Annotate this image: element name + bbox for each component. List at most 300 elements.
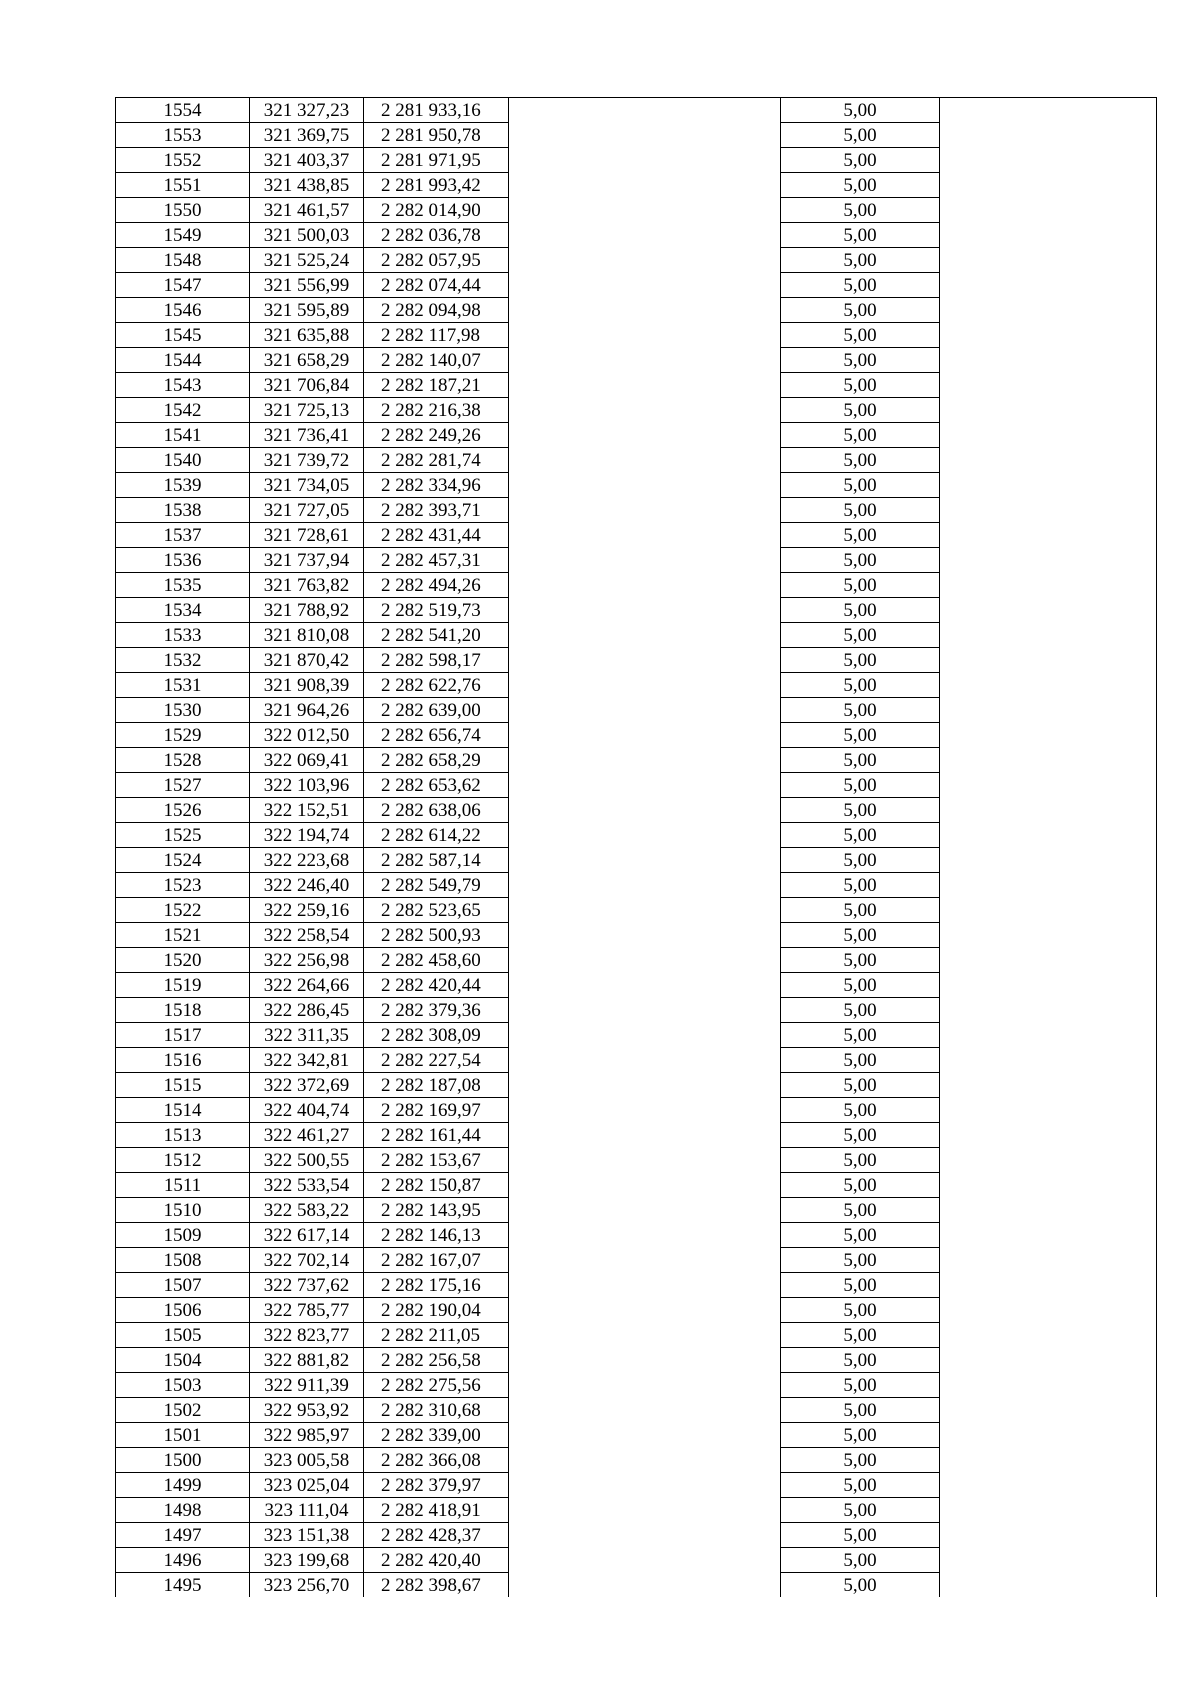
table-row — [116, 123, 1157, 148]
x-coordinate-cell: 321 525,24 — [250, 248, 364, 273]
value-cell: 5,00 — [781, 1098, 940, 1123]
empty-cell — [509, 373, 781, 398]
note-cell — [940, 1098, 1157, 1123]
point-number-cell: 1533 — [116, 623, 250, 648]
table-row — [116, 198, 1157, 223]
x-coordinate-cell: 322 461,27 — [250, 1123, 364, 1148]
note-cell — [940, 498, 1157, 523]
y-coordinate-cell: 2 282 057,95 — [364, 248, 509, 273]
x-coordinate-cell: 323 151,38 — [250, 1523, 364, 1548]
note-cell — [940, 973, 1157, 998]
note-cell — [940, 423, 1157, 448]
value-cell: 5,00 — [781, 1323, 940, 1348]
y-coordinate-cell: 2 282 549,79 — [364, 873, 509, 898]
note-cell — [940, 1273, 1157, 1298]
point-number-cell: 1549 — [116, 223, 250, 248]
value-cell: 5,00 — [781, 1248, 940, 1273]
empty-cell — [509, 398, 781, 423]
x-coordinate-cell: 321 461,57 — [250, 198, 364, 223]
empty-cell — [509, 1323, 781, 1348]
note-cell — [940, 1298, 1157, 1323]
value-cell: 5,00 — [781, 1423, 940, 1448]
table-row — [116, 1548, 1157, 1573]
y-coordinate-cell: 2 282 523,65 — [364, 898, 509, 923]
value-cell: 5,00 — [781, 423, 940, 448]
note-cell — [940, 1048, 1157, 1073]
value-cell: 5,00 — [781, 148, 940, 173]
value-cell: 5,00 — [781, 973, 940, 998]
x-coordinate-cell: 321 964,26 — [250, 698, 364, 723]
table-row — [116, 1423, 1157, 1448]
table-row — [116, 298, 1157, 323]
point-number-cell: 1531 — [116, 673, 250, 698]
empty-cell — [509, 148, 781, 173]
table-row — [116, 348, 1157, 373]
value-cell: 5,00 — [781, 523, 940, 548]
y-coordinate-cell: 2 282 190,04 — [364, 1298, 509, 1323]
value-cell: 5,00 — [781, 448, 940, 473]
value-cell: 5,00 — [781, 273, 940, 298]
note-cell — [940, 773, 1157, 798]
x-coordinate-cell: 322 953,92 — [250, 1398, 364, 1423]
x-coordinate-cell: 322 785,77 — [250, 1298, 364, 1323]
empty-cell — [509, 1298, 781, 1323]
point-number-cell: 1547 — [116, 273, 250, 298]
y-coordinate-cell: 2 282 418,91 — [364, 1498, 509, 1523]
note-cell — [940, 248, 1157, 273]
note-cell — [940, 573, 1157, 598]
note-cell — [940, 898, 1157, 923]
empty-cell — [509, 748, 781, 773]
note-cell — [940, 448, 1157, 473]
y-coordinate-cell: 2 282 150,87 — [364, 1173, 509, 1198]
empty-cell — [509, 573, 781, 598]
table-row — [116, 98, 1157, 123]
empty-cell — [509, 1448, 781, 1473]
point-number-cell: 1529 — [116, 723, 250, 748]
x-coordinate-cell: 322 985,97 — [250, 1423, 364, 1448]
value-cell: 5,00 — [781, 173, 940, 198]
y-coordinate-cell: 2 282 161,44 — [364, 1123, 509, 1148]
point-number-cell: 1534 — [116, 598, 250, 623]
table-row — [116, 1448, 1157, 1473]
table-row — [116, 1473, 1157, 1498]
empty-cell — [509, 723, 781, 748]
table-row — [116, 673, 1157, 698]
y-coordinate-cell: 2 282 379,36 — [364, 998, 509, 1023]
x-coordinate-cell: 322 264,66 — [250, 973, 364, 998]
point-number-cell: 1523 — [116, 873, 250, 898]
x-coordinate-cell: 323 005,58 — [250, 1448, 364, 1473]
empty-cell — [509, 823, 781, 848]
x-coordinate-cell: 322 246,40 — [250, 873, 364, 898]
y-coordinate-cell: 2 282 334,96 — [364, 473, 509, 498]
x-coordinate-cell: 322 012,50 — [250, 723, 364, 748]
value-cell: 5,00 — [781, 698, 940, 723]
x-coordinate-cell: 322 617,14 — [250, 1223, 364, 1248]
value-cell: 5,00 — [781, 948, 940, 973]
x-coordinate-cell: 323 256,70 — [250, 1573, 364, 1598]
y-coordinate-cell: 2 282 153,67 — [364, 1148, 509, 1173]
table-row — [116, 898, 1157, 923]
note-cell — [940, 1148, 1157, 1173]
table-row — [116, 1023, 1157, 1048]
note-cell — [940, 198, 1157, 223]
value-cell: 5,00 — [781, 1148, 940, 1173]
empty-cell — [509, 448, 781, 473]
y-coordinate-cell: 2 282 175,16 — [364, 1273, 509, 1298]
note-cell — [940, 323, 1157, 348]
y-coordinate-cell: 2 282 614,22 — [364, 823, 509, 848]
x-coordinate-cell: 322 500,55 — [250, 1148, 364, 1173]
table-row — [116, 1298, 1157, 1323]
y-coordinate-cell: 2 282 420,40 — [364, 1548, 509, 1573]
y-coordinate-cell: 2 282 519,73 — [364, 598, 509, 623]
note-cell — [940, 873, 1157, 898]
point-number-cell: 1526 — [116, 798, 250, 823]
value-cell: 5,00 — [781, 1298, 940, 1323]
y-coordinate-cell: 2 282 310,68 — [364, 1398, 509, 1423]
value-cell: 5,00 — [781, 1498, 940, 1523]
table-row — [116, 748, 1157, 773]
value-cell: 5,00 — [781, 748, 940, 773]
note-cell — [940, 848, 1157, 873]
empty-cell — [509, 173, 781, 198]
value-cell: 5,00 — [781, 198, 940, 223]
table-row — [116, 223, 1157, 248]
point-number-cell: 1504 — [116, 1348, 250, 1373]
table-row — [116, 1398, 1157, 1423]
empty-cell — [509, 248, 781, 273]
y-coordinate-cell: 2 282 541,20 — [364, 623, 509, 648]
note-cell — [940, 373, 1157, 398]
table-row — [116, 1198, 1157, 1223]
point-number-cell: 1532 — [116, 648, 250, 673]
table-row — [116, 1498, 1157, 1523]
point-number-cell: 1536 — [116, 548, 250, 573]
point-number-cell: 1516 — [116, 1048, 250, 1073]
empty-cell — [509, 523, 781, 548]
y-coordinate-cell: 2 281 950,78 — [364, 123, 509, 148]
empty-cell — [509, 423, 781, 448]
x-coordinate-cell: 323 199,68 — [250, 1548, 364, 1573]
note-cell — [940, 1223, 1157, 1248]
empty-cell — [509, 1073, 781, 1098]
note-cell — [940, 1373, 1157, 1398]
y-coordinate-cell: 2 282 653,62 — [364, 773, 509, 798]
value-cell: 5,00 — [781, 1048, 940, 1073]
coordinate-table-sheet — [115, 97, 1157, 1597]
note-cell — [940, 1173, 1157, 1198]
table-row — [116, 1248, 1157, 1273]
x-coordinate-cell: 321 736,41 — [250, 423, 364, 448]
x-coordinate-cell: 321 556,99 — [250, 273, 364, 298]
point-number-cell: 1512 — [116, 1148, 250, 1173]
note-cell — [940, 473, 1157, 498]
empty-cell — [509, 1123, 781, 1148]
table-row — [116, 523, 1157, 548]
empty-cell — [509, 648, 781, 673]
table-row — [116, 273, 1157, 298]
table-row — [116, 648, 1157, 673]
x-coordinate-cell: 322 702,14 — [250, 1248, 364, 1273]
point-number-cell: 1554 — [116, 98, 250, 123]
empty-cell — [509, 1048, 781, 1073]
point-number-cell: 1551 — [116, 173, 250, 198]
value-cell: 5,00 — [781, 1448, 940, 1473]
table-row — [116, 473, 1157, 498]
y-coordinate-cell: 2 282 281,74 — [364, 448, 509, 473]
empty-cell — [509, 848, 781, 873]
point-number-cell: 1514 — [116, 1098, 250, 1123]
point-number-cell: 1509 — [116, 1223, 250, 1248]
table-row — [116, 623, 1157, 648]
x-coordinate-cell: 321 870,42 — [250, 648, 364, 673]
empty-cell — [509, 98, 781, 123]
empty-cell — [509, 1273, 781, 1298]
value-cell: 5,00 — [781, 598, 940, 623]
y-coordinate-cell: 2 282 587,14 — [364, 848, 509, 873]
note-cell — [940, 1423, 1157, 1448]
y-coordinate-cell: 2 282 420,44 — [364, 973, 509, 998]
note-cell — [940, 823, 1157, 848]
point-number-cell: 1539 — [116, 473, 250, 498]
note-cell — [940, 173, 1157, 198]
value-cell: 5,00 — [781, 873, 940, 898]
value-cell: 5,00 — [781, 1573, 940, 1598]
x-coordinate-cell: 321 908,39 — [250, 673, 364, 698]
empty-cell — [509, 1173, 781, 1198]
note-cell — [940, 98, 1157, 123]
note-cell — [940, 1123, 1157, 1148]
table-row — [116, 973, 1157, 998]
y-coordinate-cell: 2 282 187,08 — [364, 1073, 509, 1098]
note-cell — [940, 298, 1157, 323]
empty-cell — [509, 1373, 781, 1398]
note-cell — [940, 548, 1157, 573]
table-row — [116, 848, 1157, 873]
x-coordinate-cell: 322 258,54 — [250, 923, 364, 948]
table-row — [116, 148, 1157, 173]
empty-cell — [509, 1098, 781, 1123]
point-number-cell: 1553 — [116, 123, 250, 148]
empty-cell — [509, 873, 781, 898]
empty-cell — [509, 1548, 781, 1573]
table-row — [116, 498, 1157, 523]
empty-cell — [509, 1248, 781, 1273]
value-cell: 5,00 — [781, 1123, 940, 1148]
point-number-cell: 1545 — [116, 323, 250, 348]
note-cell — [940, 223, 1157, 248]
y-coordinate-cell: 2 282 094,98 — [364, 298, 509, 323]
y-coordinate-cell: 2 282 393,71 — [364, 498, 509, 523]
value-cell: 5,00 — [781, 848, 940, 873]
x-coordinate-cell: 322 372,69 — [250, 1073, 364, 1098]
x-coordinate-cell: 322 583,22 — [250, 1198, 364, 1223]
value-cell: 5,00 — [781, 773, 940, 798]
x-coordinate-cell: 322 911,39 — [250, 1373, 364, 1398]
value-cell: 5,00 — [781, 673, 940, 698]
x-coordinate-cell: 322 194,74 — [250, 823, 364, 848]
table-row — [116, 598, 1157, 623]
point-number-cell: 1507 — [116, 1273, 250, 1298]
value-cell: 5,00 — [781, 1023, 940, 1048]
y-coordinate-cell: 2 282 074,44 — [364, 273, 509, 298]
point-number-cell: 1541 — [116, 423, 250, 448]
value-cell: 5,00 — [781, 998, 940, 1023]
x-coordinate-cell: 322 286,45 — [250, 998, 364, 1023]
empty-cell — [509, 1223, 781, 1248]
y-coordinate-cell: 2 282 140,07 — [364, 348, 509, 373]
x-coordinate-cell: 321 595,89 — [250, 298, 364, 323]
y-coordinate-cell: 2 282 500,93 — [364, 923, 509, 948]
x-coordinate-cell: 322 311,35 — [250, 1023, 364, 1048]
value-cell: 5,00 — [781, 1073, 940, 1098]
note-cell — [940, 398, 1157, 423]
point-number-cell: 1496 — [116, 1548, 250, 1573]
value-cell: 5,00 — [781, 1373, 940, 1398]
note-cell — [940, 598, 1157, 623]
value-cell: 5,00 — [781, 898, 940, 923]
empty-cell — [509, 798, 781, 823]
empty-cell — [509, 1523, 781, 1548]
value-cell: 5,00 — [781, 648, 940, 673]
empty-cell — [509, 1148, 781, 1173]
x-coordinate-cell: 321 739,72 — [250, 448, 364, 473]
table-row — [116, 873, 1157, 898]
note-cell — [940, 1073, 1157, 1098]
x-coordinate-cell: 321 438,85 — [250, 173, 364, 198]
note-cell — [940, 698, 1157, 723]
table-row — [116, 1523, 1157, 1548]
note-cell — [940, 148, 1157, 173]
table-row — [116, 923, 1157, 948]
table-row — [116, 723, 1157, 748]
x-coordinate-cell: 322 152,51 — [250, 798, 364, 823]
table-row — [116, 1098, 1157, 1123]
point-number-cell: 1552 — [116, 148, 250, 173]
coordinate-table — [115, 97, 1157, 1597]
point-number-cell: 1510 — [116, 1198, 250, 1223]
point-number-cell: 1505 — [116, 1323, 250, 1348]
table-row — [116, 398, 1157, 423]
empty-cell — [509, 1473, 781, 1498]
table-row — [116, 173, 1157, 198]
point-number-cell: 1548 — [116, 248, 250, 273]
value-cell: 5,00 — [781, 1173, 940, 1198]
x-coordinate-cell: 321 728,61 — [250, 523, 364, 548]
x-coordinate-cell: 321 658,29 — [250, 348, 364, 373]
note-cell — [940, 1523, 1157, 1548]
point-number-cell: 1540 — [116, 448, 250, 473]
x-coordinate-cell: 323 025,04 — [250, 1473, 364, 1498]
empty-cell — [509, 548, 781, 573]
value-cell: 5,00 — [781, 1548, 940, 1573]
note-cell — [940, 273, 1157, 298]
value-cell: 5,00 — [781, 323, 940, 348]
point-number-cell: 1520 — [116, 948, 250, 973]
point-number-cell: 1521 — [116, 923, 250, 948]
x-coordinate-cell: 321 810,08 — [250, 623, 364, 648]
note-cell — [940, 1198, 1157, 1223]
y-coordinate-cell: 2 282 249,26 — [364, 423, 509, 448]
x-coordinate-cell: 321 327,23 — [250, 98, 364, 123]
x-coordinate-cell: 321 788,92 — [250, 598, 364, 623]
x-coordinate-cell: 322 881,82 — [250, 1348, 364, 1373]
x-coordinate-cell: 321 500,03 — [250, 223, 364, 248]
x-coordinate-cell: 321 727,05 — [250, 498, 364, 523]
note-cell — [940, 1398, 1157, 1423]
table-row — [116, 773, 1157, 798]
y-coordinate-cell: 2 282 428,37 — [364, 1523, 509, 1548]
table-row — [116, 1323, 1157, 1348]
point-number-cell: 1535 — [116, 573, 250, 598]
point-number-cell: 1501 — [116, 1423, 250, 1448]
note-cell — [940, 948, 1157, 973]
empty-cell — [509, 623, 781, 648]
value-cell: 5,00 — [781, 223, 940, 248]
point-number-cell: 1511 — [116, 1173, 250, 1198]
note-cell — [940, 1573, 1157, 1598]
point-number-cell: 1522 — [116, 898, 250, 923]
value-cell: 5,00 — [781, 248, 940, 273]
y-coordinate-cell: 2 282 458,60 — [364, 948, 509, 973]
empty-cell — [509, 898, 781, 923]
point-number-cell: 1550 — [116, 198, 250, 223]
table-row — [116, 948, 1157, 973]
table-row — [116, 1073, 1157, 1098]
x-coordinate-cell: 322 342,81 — [250, 1048, 364, 1073]
empty-cell — [509, 473, 781, 498]
point-number-cell: 1543 — [116, 373, 250, 398]
empty-cell — [509, 673, 781, 698]
x-coordinate-cell: 321 403,37 — [250, 148, 364, 173]
y-coordinate-cell: 2 282 656,74 — [364, 723, 509, 748]
x-coordinate-cell: 322 259,16 — [250, 898, 364, 923]
note-cell — [940, 1248, 1157, 1273]
empty-cell — [509, 198, 781, 223]
empty-cell — [509, 923, 781, 948]
y-coordinate-cell: 2 282 143,95 — [364, 1198, 509, 1223]
point-number-cell: 1503 — [116, 1373, 250, 1398]
value-cell: 5,00 — [781, 1348, 940, 1373]
empty-cell — [509, 298, 781, 323]
x-coordinate-cell: 322 103,96 — [250, 773, 364, 798]
point-number-cell: 1517 — [116, 1023, 250, 1048]
y-coordinate-cell: 2 282 308,09 — [364, 1023, 509, 1048]
table-row — [116, 823, 1157, 848]
table-row — [116, 698, 1157, 723]
y-coordinate-cell: 2 282 638,06 — [364, 798, 509, 823]
point-number-cell: 1544 — [116, 348, 250, 373]
empty-cell — [509, 948, 781, 973]
y-coordinate-cell: 2 282 598,17 — [364, 648, 509, 673]
y-coordinate-cell: 2 282 379,97 — [364, 1473, 509, 1498]
y-coordinate-cell: 2 282 169,97 — [364, 1098, 509, 1123]
empty-cell — [509, 1198, 781, 1223]
note-cell — [940, 998, 1157, 1023]
point-number-cell: 1498 — [116, 1498, 250, 1523]
empty-cell — [509, 123, 781, 148]
x-coordinate-cell: 322 256,98 — [250, 948, 364, 973]
point-number-cell: 1499 — [116, 1473, 250, 1498]
empty-cell — [509, 348, 781, 373]
y-coordinate-cell: 2 282 014,90 — [364, 198, 509, 223]
point-number-cell: 1515 — [116, 1073, 250, 1098]
y-coordinate-cell: 2 282 117,98 — [364, 323, 509, 348]
y-coordinate-cell: 2 282 256,58 — [364, 1348, 509, 1373]
note-cell — [940, 648, 1157, 673]
